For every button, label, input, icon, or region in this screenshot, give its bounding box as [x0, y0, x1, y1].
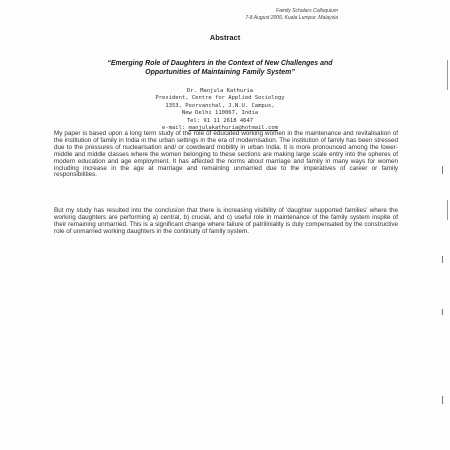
author-block	[70, 88, 370, 132]
conference-name: Family Scholars Colloquium	[276, 8, 338, 14]
scan-edge-mark	[447, 200, 448, 220]
paper-title-line-1: “Emerging Role of Daughters in the Context of New Challenges and	[107, 60, 333, 67]
email-label: e-mail:	[162, 125, 186, 132]
author-phone: Tel: 91 11 2618 4647	[186, 117, 254, 124]
conference-header	[245, 8, 338, 22]
paper-title	[70, 59, 370, 77]
author-email-link[interactable]: manjulakathuria@hotmail.com	[188, 125, 278, 132]
scan-margin-mark	[442, 166, 443, 174]
abstract-paragraph-1: My paper is based upon a long term study of the role of educated working women in the maintenance and revitalisation of the institution of family in India in the urban settings in the era of modernisation. The institution of family has been stressed due to the pressures of nuclearisation and/ or cowdward mobility in urban India. It is more pronounced among the lower-middle and middle classes where the women belonging to these sections are making large scale entry into the spheres of modern education and age employment. It has affected the norms about marriage and family in many ways for women including increase in the age at marriage and remaining unmarried due to the imperatives of career or family responsibilities.	[54, 130, 398, 179]
abstract-heading: Abstract	[209, 33, 241, 42]
author-position: President, Centre for Applied Sociology	[155, 95, 285, 102]
scan-margin-mark	[442, 396, 443, 404]
abstract-paragraph-2: But my study has resulted into the conclusion that there is increasing visibility of 'daughter supported families' where the working daughters are performing a) central, b) crucial, and c) useful role in maintenance of the family system inspite of their remaining unmarried. This is a significant change where failure of patriliniality is duly compensated by the constructive role of unmarried working daughters in the continuity of family system.	[54, 207, 398, 235]
author-address-line-1: 1353, Poorvanchal, J.N.U. Campus,	[165, 102, 275, 109]
author-name: Dr. Manjula Kathuria	[186, 88, 254, 94]
scan-margin-mark	[442, 309, 443, 315]
scan-margin-mark	[442, 256, 443, 263]
conference-date-location: 7-8 August 2006, Kuala Lumpur, Malaysia	[245, 15, 338, 21]
paper-title-line-2: Opportunities of Maintaining Family System”	[145, 69, 295, 76]
author-address-line-2: New Delhi 110067, India	[181, 110, 259, 117]
scan-edge-mark	[447, 60, 448, 90]
